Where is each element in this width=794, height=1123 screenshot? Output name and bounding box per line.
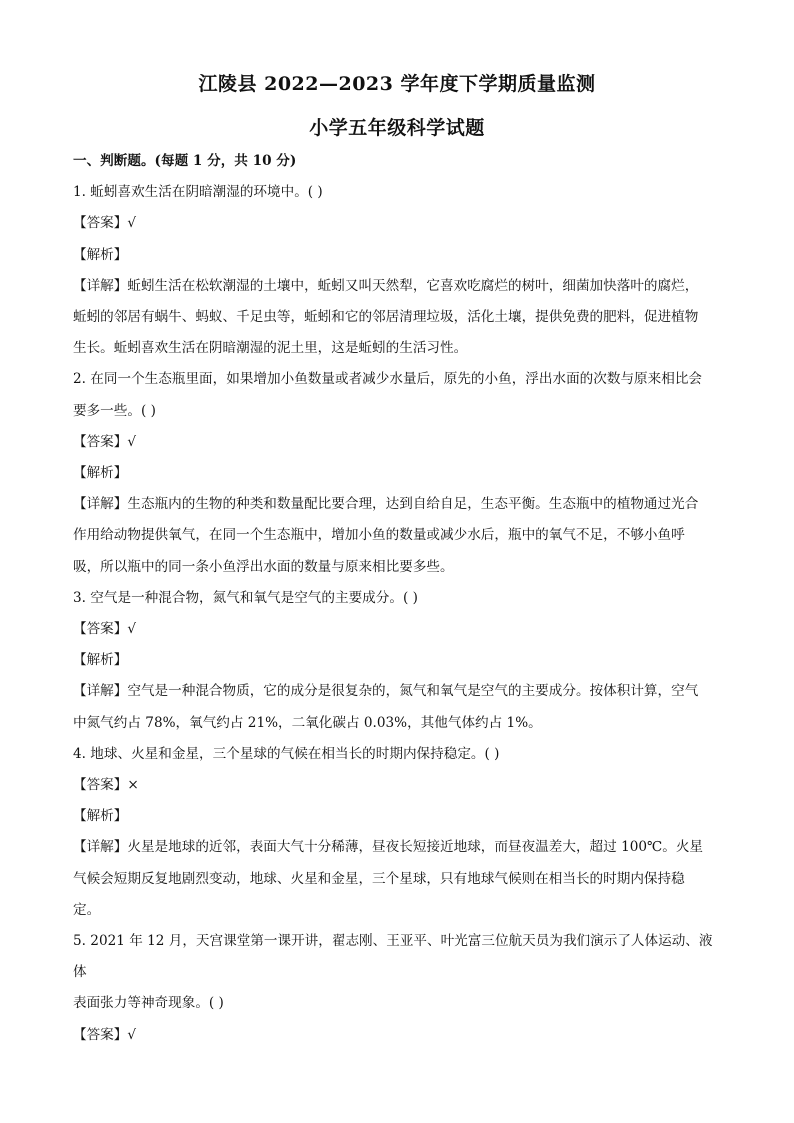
- answer-line: 【答案】×: [73, 777, 139, 794]
- document-body: [73, 146, 723, 1051]
- detail-line: 中氮气约占 78%，氧气约占 21%，二氧化碳占 0.03%，其他气体约占 1%。: [73, 714, 542, 731]
- detail-line: 吸，所以瓶中的同一条小鱼浮出水面的数量与原来相比要多些。: [73, 558, 454, 575]
- analysis-label: 【解析】: [73, 652, 128, 669]
- answer-line: 【答案】√: [73, 1026, 137, 1043]
- question-text: 2. 在同一个生态瓶里面，如果增加小鱼数量或者减少水量后，原先的小鱼，浮出水面的次数与原来相比会: [73, 371, 703, 388]
- section-heading: 一、判断题。(每题 1 分，共 10 分): [73, 153, 297, 169]
- question-text: 表面张力等神奇现象。( ): [73, 995, 224, 1012]
- analysis-label: 【解析】: [73, 465, 128, 482]
- question-text: 3. 空气是一种混合物，氮气和氧气是空气的主要成分。( ): [73, 589, 418, 606]
- answer-line: 【答案】√: [73, 621, 137, 638]
- detail-line: 【详解】火星是地球的近邻，表面大气十分稀薄，昼夜长短接近地球，而昼夜温差大，超过 100℃。火星: [73, 839, 704, 856]
- analysis-label: 【解析】: [73, 246, 128, 263]
- answer-line: 【答案】√: [73, 215, 137, 232]
- document-title: 江陵县 2022—2023 学年度下学期质量监测: [198, 73, 596, 95]
- detail-line: 【详解】生态瓶内的生物的种类和数量配比要合理，达到自给自足，生态平衡。生态瓶中的植物通过光合: [73, 496, 699, 513]
- detail-line: 气候会短期反复地剧烈变动，地球、火星和金星，三个星球，只有地球气候则在相当长的时期内保持稳: [73, 870, 685, 887]
- detail-line: 生长。蚯蚓喜欢生活在阴暗潮湿的泥土里，这是蚯蚓的生活习性。: [73, 340, 468, 357]
- answer-line: 【答案】√: [73, 433, 137, 450]
- detail-line: 【详解】蚯蚓生活在松软潮湿的土壤中，蚯蚓又叫天然犁，它喜欢吃腐烂的树叶，细菌加快落叶的腐烂，: [73, 277, 699, 294]
- detail-line: 蚯蚓的邻居有蜗牛、蚂蚁、千足虫等，蚯蚓和它的邻居清理垃圾，活化土壤，提供免费的肥料，促进植物: [73, 309, 699, 326]
- question-text: 1. 蚯蚓喜欢生活在阴暗潮湿的环境中。( ): [73, 184, 323, 201]
- question-text: 要多一些。( ): [73, 402, 156, 419]
- analysis-label: 【解析】: [73, 808, 128, 825]
- question-text: 4. 地球、火星和金星，三个星球的气候在相当长的时期内保持稳定。( ): [73, 745, 500, 762]
- detail-line: 作用给动物提供氧气，在同一个生态瓶中，增加小鱼的数量或减少水后，瓶中的氧气不足，不够小鱼呼: [73, 527, 685, 544]
- detail-line: 【详解】空气是一种混合物质，它的成分是很复杂的，氮气和氧气是空气的主要成分。按体积计算，空气: [73, 683, 699, 700]
- detail-line: 定。: [73, 901, 101, 918]
- document-subtitle: 小学五年级科学试题: [309, 117, 485, 139]
- question-text: 5. 2021 年 12 月，天宫课堂第一课开讲，翟志刚、王亚平、叶光富三位航天员为我们演示了人体运动、液体: [73, 933, 713, 981]
